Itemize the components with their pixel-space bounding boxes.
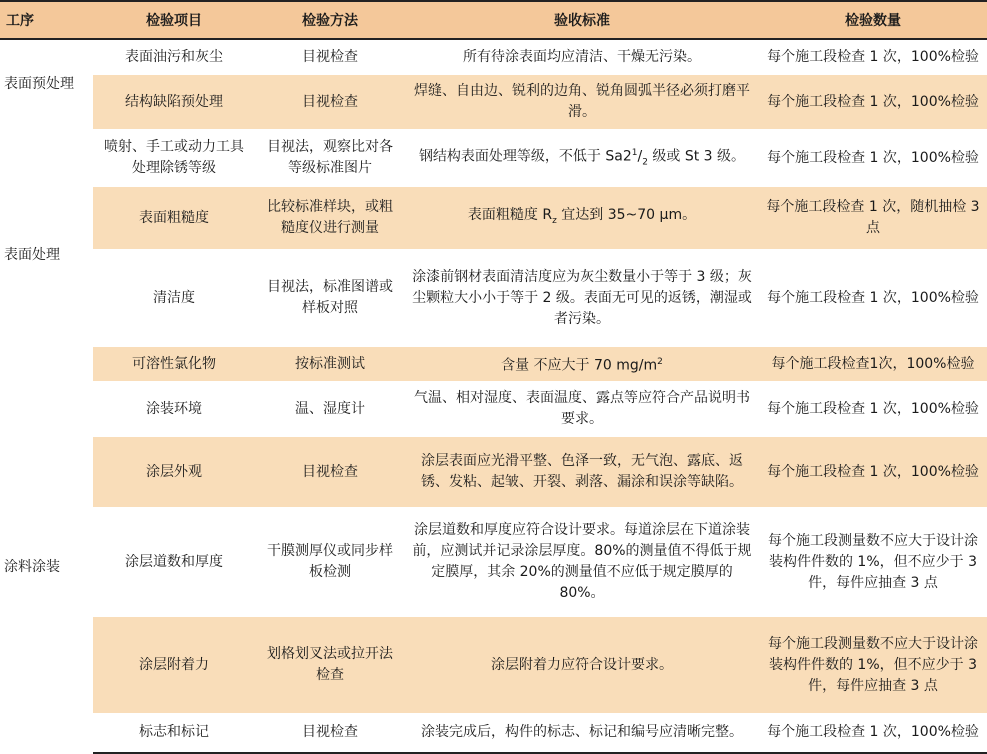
quantity-cell: 每个施工段检查 1 次，100%检验 xyxy=(759,75,987,129)
quantity-cell: 每个施工段检查 1 次，100%检验 xyxy=(767,149,979,166)
table-row xyxy=(0,75,987,129)
table-row xyxy=(0,507,987,617)
table-row xyxy=(0,617,987,713)
standard-cell: 涂层表面应光滑平整、色泽一致，无气泡、露底、返锈、发粘、起皱、开裂、剥落、漏涂和误涂等缺陷。 xyxy=(405,437,759,507)
method-cell: 按标准测试 xyxy=(255,347,405,381)
table-row xyxy=(0,713,987,753)
item-cell: 表面粗糙度 xyxy=(93,187,255,249)
quantity-cell: 每个施工段测量数不应大于设计涂装构件件数的 1%，但不应少于 3 件，每件应抽查 3 点 xyxy=(759,617,987,713)
standard-cell: 涂漆前钢材表面清洁度应为灰尘数量小于等于 3 级；灰尘颗粒大小小于等于 2 级。表面无可见的返锈，潮湿或者污染。 xyxy=(412,268,752,327)
method-cell: 比较标准样块，或粗糙度仪进行测量 xyxy=(255,187,405,249)
process-surface-pretreatment: 表面预处理 xyxy=(4,76,74,92)
method-cell: 目视检查 xyxy=(255,437,405,507)
table-row xyxy=(0,437,987,507)
header-standard: 验收标准 xyxy=(405,1,759,39)
quantity-cell: 每个施工段检查 1 次，100%检验 xyxy=(767,400,979,417)
quantity-cell: 每个施工段检查 1 次，100%检验 xyxy=(759,437,987,507)
standard-cell: 焊缝、自由边、锐利的边角、锐角圆弧半径必须打磨平滑。 xyxy=(405,75,759,129)
method-cell: 温、湿度计 xyxy=(295,400,365,417)
table-row xyxy=(0,129,987,187)
quantity-cell: 每个施工段检查 1 次，100%检验 xyxy=(767,289,979,306)
method-cell: 目视法，观察比对各等级标准图片 xyxy=(267,139,393,176)
item-cell: 涂装环境 xyxy=(146,400,202,417)
method-cell: 目视检查 xyxy=(255,713,405,753)
standard-cell: 含量 不应大于 70 $mg/m^2$ xyxy=(405,347,759,381)
process-coating: 涂料涂装 xyxy=(4,558,60,575)
method-cell: 目视检查 xyxy=(302,49,358,65)
quantity-cell: 每个施工段检查 1 次，100%检验 xyxy=(759,713,987,753)
quantity-cell: 每个施工段检查 1 次，100%检验 xyxy=(767,49,979,65)
item-cell: 表面油污和灰尘 xyxy=(125,49,223,65)
quantity-cell: 每个施工段测量数不应大于设计涂装构件件数的 1%，但不应少于 3 件，每件应抽查 3 点 xyxy=(768,532,978,591)
table-row xyxy=(0,381,987,437)
table-row xyxy=(0,347,987,381)
item-cell: 喷射、手工或动力工具处理除锈等级 xyxy=(104,139,244,176)
header-quantity: 检验数量 xyxy=(759,1,987,39)
standard-cell: 涂层附着力应符合设计要求。 xyxy=(405,617,759,713)
item-cell: 涂层附着力 xyxy=(93,617,255,713)
method-cell: 划格划叉法或拉开法检查 xyxy=(255,617,405,713)
item-cell: 涂层道数和厚度 xyxy=(125,553,223,570)
header-process: 工序 xyxy=(0,1,93,39)
method-cell: 目视检查 xyxy=(255,75,405,129)
table-row xyxy=(0,249,987,347)
header-item: 检验项目 xyxy=(93,1,255,39)
method-cell: 目视法，标准图谱或样板对照 xyxy=(267,279,393,316)
quantity-cell: 每个施工段检查1次，100%检验 xyxy=(759,347,987,381)
item-cell: 标志和标记 xyxy=(93,713,255,753)
item-cell: 可溶性氯化物 xyxy=(93,347,255,381)
process-surface-treatment: 表面处理 xyxy=(4,246,60,263)
item-cell: 涂层外观 xyxy=(93,437,255,507)
item-cell: 结构缺陷预处理 xyxy=(93,75,255,129)
table-row xyxy=(0,39,987,75)
item-cell: 清洁度 xyxy=(153,289,195,306)
standard-cell: 表面粗糙度 $R_z$ 宜达到 35~70 μm。 xyxy=(405,187,759,249)
method-cell: 干膜测厚仪或同步样板检测 xyxy=(267,543,393,580)
standard-cell: 气温、相对湿度、表面温度、露点等应符合产品说明书要求。 xyxy=(414,390,750,427)
standard-cell: 所有待涂表面均应清洁、干燥无污染。 xyxy=(463,49,701,65)
table-row xyxy=(0,187,987,249)
header-method: 检验方法 xyxy=(255,1,405,39)
table-header xyxy=(0,1,987,39)
standard-cell: 涂层道数和厚度应符合设计要求。每道涂层在下道涂装前，应测试并记录涂层厚度。80%的测量值不得低于规定膜厚，其余 20%的测量值不应低于规定膜厚的 80%。 xyxy=(412,522,752,601)
quantity-cell: 每个施工段检查 1 次，随机抽检 3 点 xyxy=(759,187,987,249)
standard-cell: 钢结构表面处理等级，不低于 $Sa2^1/_2$ 级或 St 3 级。 xyxy=(418,147,746,168)
standard-cell: 涂装完成后，构件的标志、标记和编号应清晰完整。 xyxy=(405,713,759,753)
